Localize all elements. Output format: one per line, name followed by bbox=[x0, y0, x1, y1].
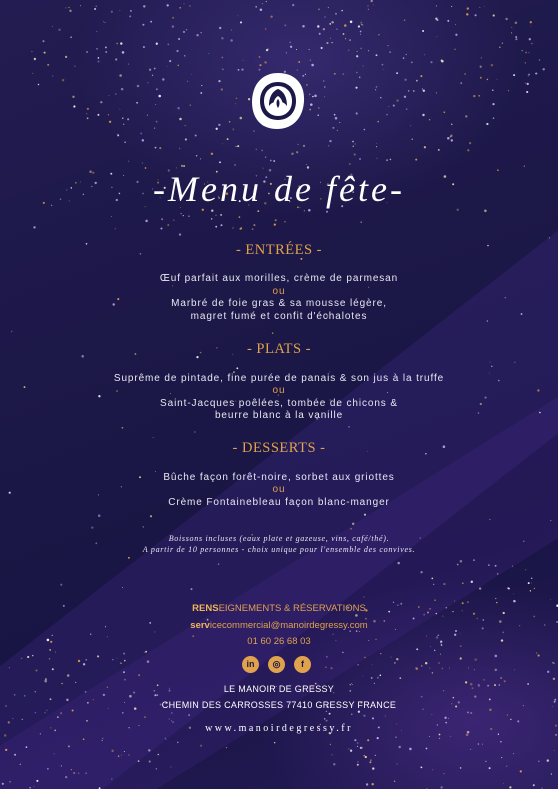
linkedin-icon[interactable]: in bbox=[242, 656, 259, 673]
instagram-icon[interactable]: ◎ bbox=[268, 656, 285, 673]
drinks-note: Boissons incluses (eaux plate et gazeuse, vins, café/thé). bbox=[168, 534, 390, 543]
menu-or: ou bbox=[272, 286, 286, 297]
email-link[interactable]: servicecommercial@manoirdegressy.com bbox=[190, 620, 368, 631]
menu-or: ou bbox=[272, 484, 286, 495]
menu-line: Suprême de pintade, fine purée de panais & son jus à la truffe bbox=[113, 373, 445, 384]
group-note: A partir de 10 personnes - choix unique pour l'ensemble des convives. bbox=[142, 545, 416, 554]
section-heading-entrees: - ENTRÉES - bbox=[235, 242, 323, 258]
menu-line: Crème Fontainebleau façon blanc-manger bbox=[168, 497, 390, 508]
website-link[interactable]: www.manoirdegressy.fr bbox=[205, 723, 353, 734]
phone-number[interactable]: 01 60 26 68 03 bbox=[247, 636, 311, 647]
menu-line: Marbré de foie gras & sa mousse légère, bbox=[171, 298, 387, 309]
menu-title: -Menu de fête- bbox=[153, 169, 405, 209]
section-heading-plats: - PLATS - bbox=[246, 341, 312, 357]
facebook-icon[interactable]: f bbox=[294, 656, 311, 673]
menu-line: magret fumé et confit d'échalotes bbox=[190, 311, 368, 322]
venue-address: CHEMIN DES CARROSSES 77410 GRESSY FRANCE bbox=[161, 700, 397, 710]
menu-line: beurre blanc à la vanille bbox=[214, 410, 344, 421]
menu-or: ou bbox=[272, 385, 286, 396]
menu-line: Œuf parfait aux morilles, crème de parmesan bbox=[159, 273, 399, 284]
manoir-logo-icon bbox=[249, 70, 307, 132]
menu-line: Saint-Jacques poêlées, tombée de chicons & bbox=[160, 398, 398, 409]
section-heading-desserts: - DESSERTS - bbox=[232, 440, 326, 456]
menu-line: Bûche façon forêt-noire, sorbet aux griottes bbox=[163, 472, 395, 483]
social-links bbox=[242, 656, 316, 674]
reservations-heading: RENSEIGNEMENTS & RÉSERVATIONS bbox=[192, 603, 366, 614]
venue-name: LE MANOIR DE GRESSY bbox=[223, 684, 335, 694]
